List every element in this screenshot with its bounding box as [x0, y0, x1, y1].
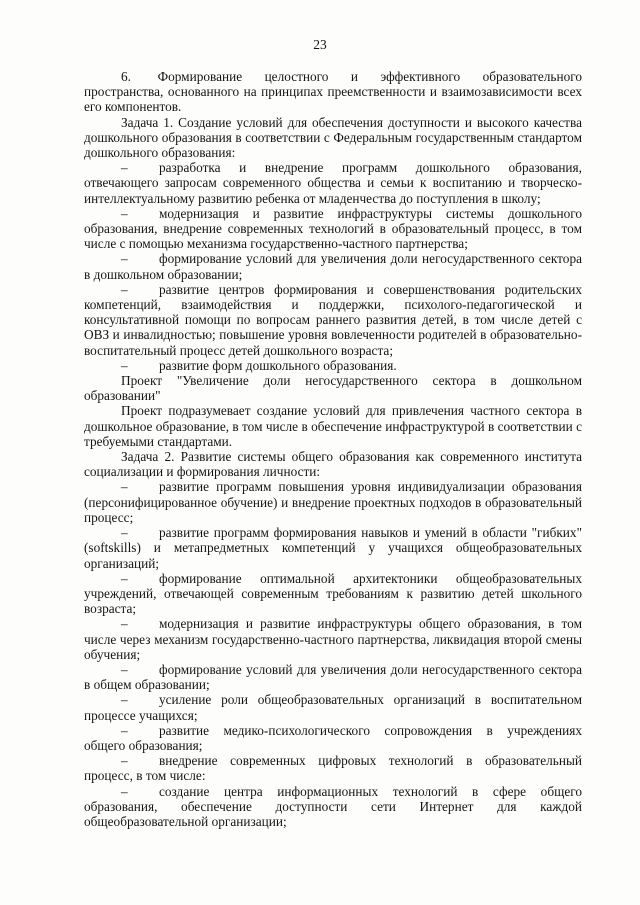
bullet-text: развитие программ формирования навыков и умений в области "гибких" (softskills) и метапредметных компетенций у учащихся общеобразовательных организаций;: [84, 525, 582, 571]
paragraph: Проект "Увеличение доли негосударственного сектора в дошкольном образовании": [84, 373, 582, 404]
bullet-text: развитие программ повышения уровня индивидуализации образования (персонифицированное обучение) и внедрение проектных подходов в образовательный процесс;: [84, 479, 582, 525]
bullet-text: формирование условий для увеличения доли негосударственного сектора в дошкольном образовании;: [84, 251, 582, 282]
bullet-paragraph: [84, 571, 582, 617]
bullet-dash: –: [121, 160, 128, 176]
bullet-dash: –: [121, 281, 128, 297]
bullet-text: развитие медико-психологического сопровождения в учреждениях общего образования;: [84, 722, 582, 753]
document-body: [84, 69, 582, 829]
bullet-paragraph: [84, 662, 582, 692]
bullet-paragraph: [84, 282, 582, 358]
bullet-dash: –: [121, 692, 128, 708]
bullet-paragraph: [84, 525, 582, 571]
bullet-text: усиление роли общеобразовательных организаций в воспитательном процессе учащихся;: [84, 692, 582, 723]
bullet-text: разработка и внедрение программ дошкольного образования, отвечающего запросам современного общества и семьи к воспитанию и творческо-интеллектуальному развитию ребенка от младенчества до поступления в школу;: [84, 160, 582, 206]
bullet-paragraph: [84, 784, 582, 830]
bullet-dash: –: [121, 661, 128, 677]
bullet-paragraph: [84, 692, 582, 722]
bullet-dash: –: [121, 722, 128, 738]
page-number: 23: [313, 37, 327, 52]
paragraph: Задача 1. Создание условий для обеспечения доступности и высокого качества дошкольного образования в соответствии с Федеральным государственным стандартом дошкольного образования:: [84, 114, 582, 161]
bullet-dash: –: [121, 479, 128, 495]
bullet-dash: –: [121, 251, 128, 267]
bullet-text: формирование оптимальной архитектоники общеобразовательных учреждений, отвечающей современным требованиям к развитию детей школьного возраста;: [84, 570, 582, 617]
bullet-paragraph: [84, 479, 582, 525]
bullet-text: формирование условий для увеличения доли негосударственного сектора в общем образовании;: [84, 661, 582, 693]
paragraph: Задача 2. Развитие системы общего образования как современного института социализации и формирования личности:: [84, 449, 582, 480]
bullet-paragraph: [84, 616, 582, 662]
bullet-text: развитие центров формирования и совершенствования родительских компетенций, взаимодействия и поддержки, психолого-педагогической и консультативной помощи по вопросам раннего развития детей, в том числе детей с ОВЗ и инвалидностью; повышение уровня вовлеченности родителей в образовательно-воспитательный процесс детей дошкольного возраста;: [84, 281, 582, 358]
bullet-paragraph: [84, 251, 582, 281]
bullet-paragraph: [84, 358, 582, 373]
bullet-paragraph: [84, 160, 582, 206]
paragraph: Проект подразумевает создание условий для привлечения частного сектора в дошкольное образование, в том числе в обеспечение инфраструктурой в соответствии с требуемыми стандартами.: [84, 403, 582, 449]
bullet-dash: –: [121, 616, 128, 632]
bullet-dash: –: [121, 205, 128, 221]
bullet-text: модернизация и развитие инфраструктуры системы дошкольного образования, внедрение современных технологий в образовательный процесс, в том числе с помощью механизма государственно-частного партнерства;: [84, 205, 582, 252]
bullet-dash: –: [121, 570, 128, 586]
bullet-paragraph: [84, 753, 582, 783]
bullet-dash: –: [121, 525, 128, 541]
bullet-paragraph: [84, 206, 582, 252]
bullet-dash: –: [121, 753, 128, 769]
bullet-dash: –: [121, 357, 128, 373]
bullet-dash: –: [121, 783, 128, 799]
bullet-text: модернизация и развитие инфраструктуры общего образования, в том числе через механизм государственно-частного партнерства, ликвидация второй смены обучения;: [84, 616, 582, 662]
bullet-text: развитие форм дошкольного образования.: [159, 357, 397, 373]
bullet-paragraph: [84, 723, 582, 753]
bullet-text: внедрение современных цифровых технологий в образовательный процесс, в том числе:: [84, 753, 582, 784]
paragraph: 6. Формирование целостного и эффективного образовательного пространства, основанного на принципах преемственности и взаимозависимости всех его компонентов.: [84, 69, 582, 115]
bullet-text: создание центра информационных технологий в сфере общего образования, обеспечение доступности сети Интернет для каждой общеобразовательной организации;: [84, 783, 582, 829]
